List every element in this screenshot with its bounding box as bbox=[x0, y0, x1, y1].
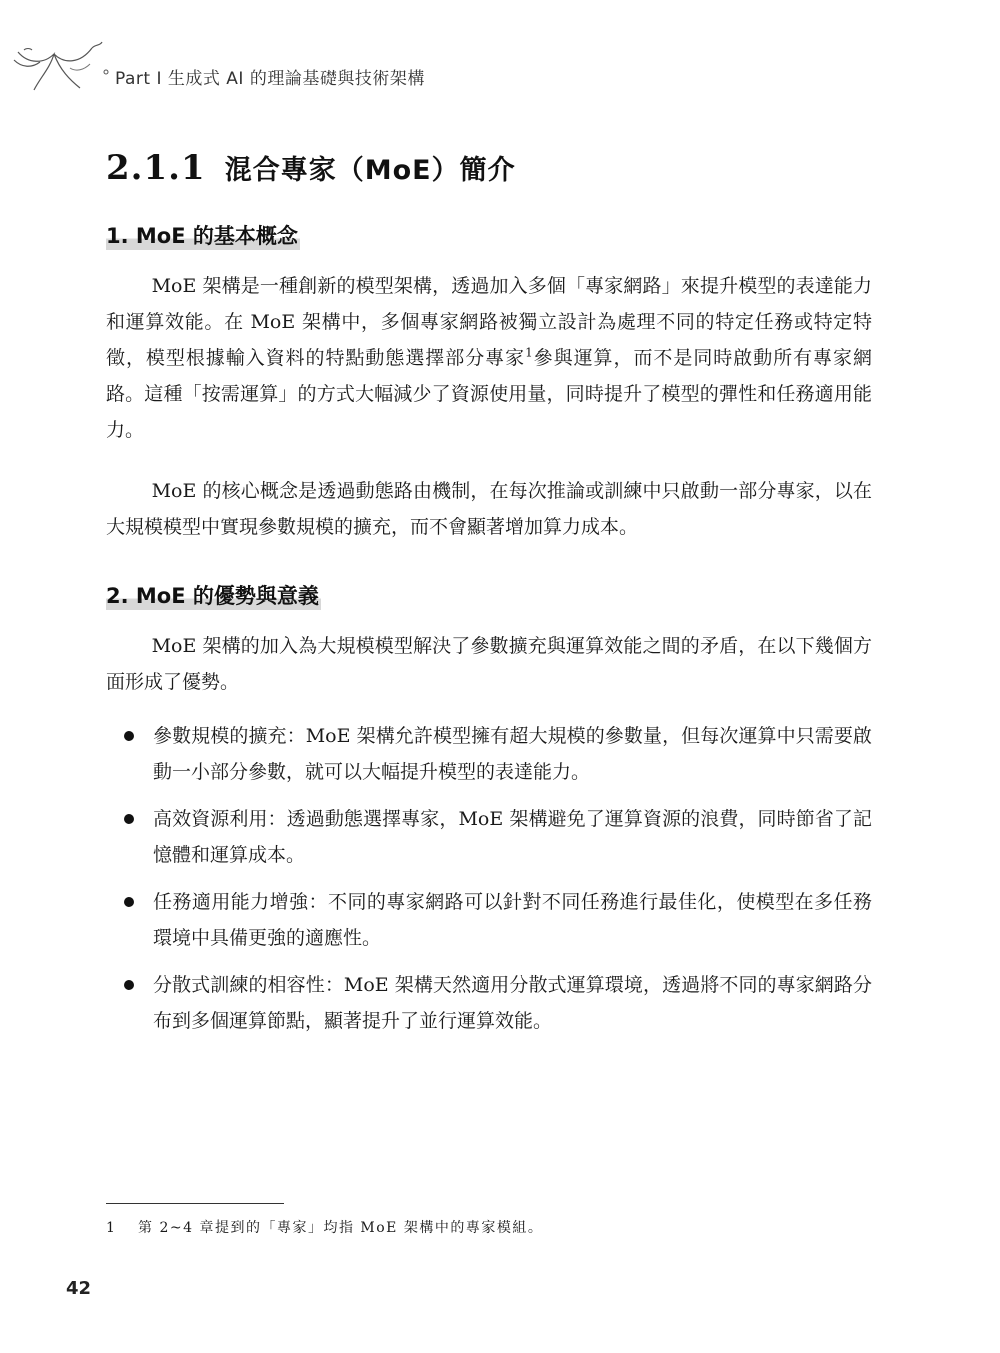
section-heading bbox=[106, 148, 516, 188]
footnote bbox=[106, 1217, 543, 1237]
section-number: 2.1.1 bbox=[106, 148, 206, 188]
bullet-icon bbox=[124, 897, 134, 907]
paragraph: MoE 的核心概念是透過動態路由機制，在每次推論或訓練中只啟動一部分專家，以在大規模模型中實現參數規模的擴充，而不會顯著增加算力成本。 bbox=[106, 480, 872, 538]
footnote-divider bbox=[106, 1203, 284, 1204]
list-item: 參數規模的擴充：MoE 架構允許模型擁有超大規模的參數量，但每次運算中只需要啟動一小部分參數，就可以大幅提升模型的表達能力。 bbox=[106, 718, 872, 790]
page-number: 42 bbox=[66, 1278, 92, 1299]
whale-tail-icon bbox=[10, 38, 110, 96]
bullet-icon bbox=[124, 731, 134, 741]
paragraph: MoE 架構是一種創新的模型架構，透過加入多個「專家網路」來提升模型的表達能力和運算效能。在 MoE 架構中，多個專家網路被獨立設計為處理不同的特定任務或特定特徵，模型根據輸入資料的特點動態選擇部分專家$^1$參與運算，而不是同時啟動所有專家網路。這種「按需運算」的方式大幅減少了資源使用量，同時提升了模型的彈性和任務適用能力。 bbox=[106, 275, 872, 441]
bullet-icon bbox=[124, 980, 134, 990]
footnote-reference[interactable]: 1 bbox=[525, 345, 533, 360]
list-item: 任務適用能力增強：不同的專家網路可以針對不同任務進行最佳化，使模型在多任務環境中具備更強的適應性。 bbox=[106, 884, 872, 956]
running-header bbox=[10, 38, 610, 98]
bullet-list bbox=[106, 718, 872, 1050]
footnote-text: 第 2~4 章提到的「專家」均指 MoE 架構中的專家模組。 bbox=[138, 1220, 544, 1236]
subsection-heading: 2. MoE 的優勢與意義 bbox=[106, 580, 321, 610]
list-item: 高效資源利用：透過動態選擇專家，MoE 架構避免了運算資源的浪費，同時節省了記憶體和運算成本。 bbox=[106, 801, 872, 873]
paragraph: MoE 架構的加入為大規模模型解決了參數擴充與運算效能之間的矛盾，在以下幾個方面形成了優勢。 bbox=[106, 635, 872, 693]
running-title: Part I 生成式 AI 的理論基礎與技術架構 bbox=[115, 69, 425, 89]
list-item: 分散式訓練的相容性：MoE 架構天然適用分散式運算環境，透過將不同的專家網路分布到多個運算節點，顯著提升了並行運算效能。 bbox=[106, 967, 872, 1039]
footnote-number: 1 bbox=[106, 1220, 117, 1236]
subsection-heading: 1. MoE 的基本概念 bbox=[106, 220, 300, 250]
section-title: 混合專家（MoE）簡介 bbox=[224, 155, 516, 186]
bullet-icon bbox=[124, 814, 134, 824]
